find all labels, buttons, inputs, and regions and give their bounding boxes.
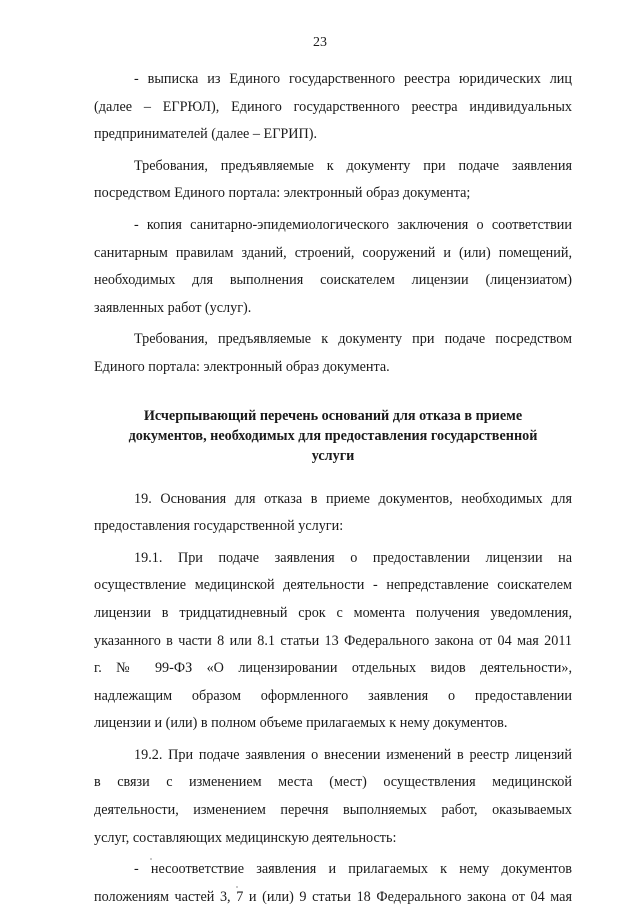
text-line: услуг, составляющих медицинскую деятельность:: [94, 829, 397, 846]
paragraph-egrul-extract: [94, 66, 572, 149]
page-number: 23: [313, 35, 327, 50]
text-line: г. № 99-ФЗ «О лицензировании отдельных видов деятельности»,: [94, 660, 572, 677]
text-line: надлежащим образом оформленного заявления о предоставлении: [94, 687, 572, 704]
paragraph-non-compliance: [94, 856, 572, 911]
paragraph-requirements-2: [94, 326, 572, 381]
scan-speck: [236, 886, 238, 888]
text-line: необходимых для выполнения соискателем лицензии (лицензиатом): [94, 272, 572, 289]
text-line: Единого портала: электронный образ документа.: [94, 358, 390, 375]
text-line: предоставления государственной услуги:: [94, 518, 344, 535]
text-line: заявленных работ (услуг).: [94, 299, 252, 316]
heading-line: услуги: [311, 447, 355, 464]
text-line: лицензии в тридцатидневный срок с момента получения уведомления,: [94, 604, 572, 621]
heading-line: Исчерпывающий перечень оснований для отказа в приеме: [143, 407, 523, 424]
text-line: 19. Основания для отказа в приеме документов, необходимых для: [134, 490, 572, 507]
text-line: Требования, предъявляемые к документу при подаче посредством: [134, 331, 572, 348]
section-heading: [94, 406, 572, 466]
paragraph-19: [94, 486, 572, 541]
text-line: положениям частей 3, 7 и (или) 9 статьи 18 Федерального закона от 04 мая: [94, 888, 572, 905]
text-line: (далее – ЕГРЮЛ), Единого государственного реестра индивидуальных: [94, 98, 572, 115]
text-line: санитарным правилам зданий, строений, сооружений и (или) помещений,: [94, 244, 572, 261]
text-line: указанного в части 8 или 8.1 статьи 13 Федерального закона от 04 мая 2011: [94, 632, 572, 649]
text-line: - несоответствие заявления и прилагаемых к нему документов: [134, 861, 572, 878]
paragraph-requirements-1: [94, 153, 572, 208]
scan-speck: [150, 858, 152, 860]
text-line: посредством Единого портала: электронный образ документа;: [94, 185, 471, 202]
text-line: деятельности, изменением перечня выполняемых работ, оказываемых: [94, 802, 572, 819]
heading-line: документов, необходимых для предоставления государственной: [128, 427, 538, 444]
text-line: в связи с изменением места (мест) осуществления медицинской: [94, 774, 572, 791]
text-line: лицензии и (или) в полном объеме прилагаемых к нему документов.: [94, 715, 508, 732]
paragraph-sanitary-conclusion: [94, 212, 572, 322]
text-line: 19.2. При подаче заявления о внесении изменений в реестр лицензий: [134, 746, 572, 763]
text-line: осуществление медицинской деятельности - непредставление соискателем: [94, 577, 572, 594]
paragraph-19-1: [94, 545, 572, 738]
paragraph-19-2: [94, 742, 572, 852]
text-line: предпринимателей (далее – ЕГРИП).: [94, 126, 318, 143]
text-line: Требования, предъявляемые к документу при подаче заявления: [134, 157, 572, 174]
document-body: [94, 66, 572, 911]
text-line: - выписка из Единого государственного реестра юридических лиц: [134, 71, 572, 87]
text-line: 19.1. При подаче заявления о предоставлении лицензии на: [134, 549, 572, 566]
text-line: - копия санитарно-эпидемиологического заключения о соответствии: [134, 216, 572, 233]
